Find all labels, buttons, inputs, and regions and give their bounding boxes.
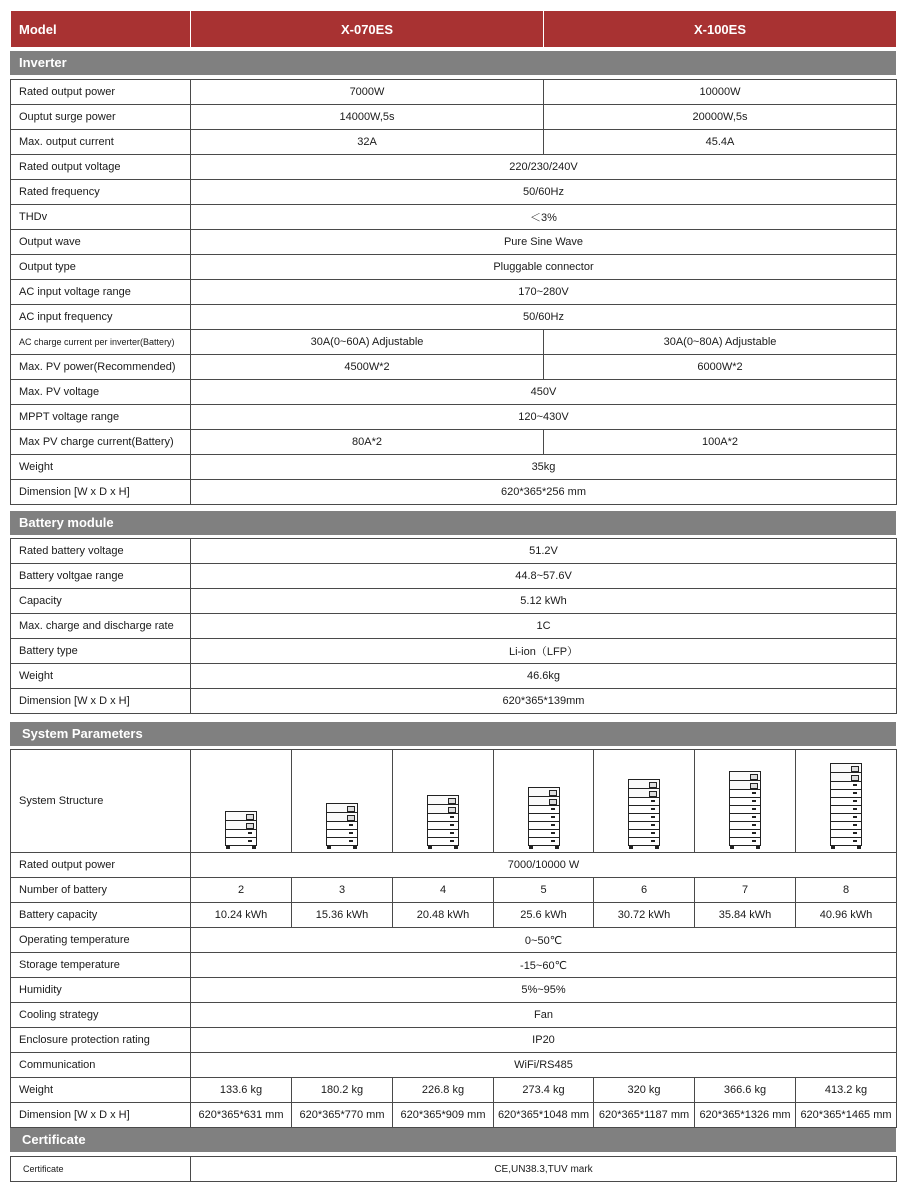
battery-module-icon — [830, 790, 862, 798]
row-max-pv-power: Max. PV power(Recommended) 4500W*2 6000W*2 — [11, 355, 897, 380]
row-ac-charge-current: AC charge current per inverter(Battery) 30A(0~60A) Adjustable 30A(0~80A) Adjustable — [11, 330, 897, 355]
stack-base-icon — [730, 846, 760, 849]
row-max-output-current: Max. output current 32A 45.4A — [11, 130, 897, 155]
row-thdv: THDv ＜3% — [11, 205, 897, 230]
row-battery-dimension: Dimension [W x D x H] 620*365*139mm — [11, 689, 897, 714]
row-number-of-battery: Number of battery 2 3 4 5 6 7 8 — [11, 878, 897, 903]
section-system-parameters: System Parameters — [10, 722, 896, 746]
battery-module-icon — [729, 798, 761, 806]
battery-module-icon — [830, 814, 862, 822]
spec-sheet — [10, 10, 896, 1182]
model-label: Model — [11, 11, 191, 48]
battery-module-icon — [729, 822, 761, 830]
battery-module-icon — [528, 830, 560, 838]
row-battery-weight: Weight 46.6kg — [11, 664, 897, 689]
certificate-table — [10, 1156, 897, 1182]
battery-module-icon — [830, 838, 862, 846]
inverter-module-icon — [528, 787, 560, 797]
inverter-module-icon — [326, 813, 358, 822]
row-rated-frequency: Rated frequency 50/60Hz — [11, 180, 897, 205]
row-max-pv-charge: Max PV charge current(Battery) 80A*2 100A*2 — [11, 430, 897, 455]
battery-module-icon — [628, 814, 660, 822]
section-battery-module: Battery module — [10, 511, 896, 535]
row-system-weight: Weight 133.6 kg 180.2 kg 226.8 kg 273.4 kg 320 kg 366.6 kg 413.2 kg — [11, 1078, 897, 1103]
row-ac-input-frequency: AC input frequency 50/60Hz — [11, 305, 897, 330]
row-operating-temperature: Operating temperature 0~50℃ — [11, 928, 897, 953]
battery-module-icon — [326, 822, 358, 830]
inverter-module-icon — [225, 811, 257, 821]
stack-6-battery-icon — [594, 750, 695, 853]
model-x100es: X-100ES — [544, 11, 897, 48]
row-cooling-strategy: Cooling strategy Fan — [11, 1003, 897, 1028]
stack-base-icon — [529, 846, 559, 849]
battery-module-icon — [427, 822, 459, 830]
inverter-module-icon — [225, 821, 257, 830]
inverter-module-icon — [830, 763, 862, 773]
battery-module-icon — [628, 798, 660, 806]
battery-table — [10, 538, 897, 714]
stack-2-battery-icon — [191, 750, 292, 853]
battery-module-icon — [729, 814, 761, 822]
inverter-table — [10, 79, 897, 505]
stack-8-battery-icon — [796, 750, 897, 853]
row-mppt-range: MPPT voltage range 120~430V — [11, 405, 897, 430]
battery-module-icon — [729, 790, 761, 798]
row-humidity: Humidity 5%~95% — [11, 978, 897, 1003]
model-x070es: X-070ES — [191, 11, 544, 48]
battery-module-icon — [427, 830, 459, 838]
battery-module-icon — [528, 814, 560, 822]
row-ac-input-voltage: AC input voltage range 170~280V — [11, 280, 897, 305]
row-certificate: Certificate CE,UN38.3,TUV mark — [11, 1157, 897, 1182]
row-battery-capacity: Battery capacity 10.24 kWh 15.36 kWh 20.48 kWh 25.6 kWh 30.72 kWh 35.84 kWh 40.96 kWh — [11, 903, 897, 928]
row-max-pv-voltage: Max. PV voltage 450V — [11, 380, 897, 405]
system-table — [10, 749, 897, 1128]
row-inverter-dimension: Dimension [W x D x H] 620*365*256 mm — [11, 480, 897, 505]
battery-module-icon — [225, 830, 257, 838]
row-capacity: Capacity 5.12 kWh — [11, 589, 897, 614]
battery-module-icon — [326, 838, 358, 846]
row-protection-rating: Enclosure protection rating IP20 — [11, 1028, 897, 1053]
row-surge-power: Ouptut surge power 14000W,5s 20000W,5s — [11, 105, 897, 130]
inverter-module-icon — [729, 781, 761, 790]
battery-module-icon — [628, 838, 660, 846]
battery-module-icon — [427, 838, 459, 846]
row-battery-voltage-range: Battery voltgae range 44.8~57.6V — [11, 564, 897, 589]
battery-module-icon — [628, 806, 660, 814]
inverter-module-icon — [427, 795, 459, 805]
battery-module-icon — [830, 830, 862, 838]
row-output-type: Output type Pluggable connector — [11, 255, 897, 280]
row-inverter-weight: Weight 35kg — [11, 455, 897, 480]
battery-module-icon — [830, 782, 862, 790]
battery-module-icon — [729, 806, 761, 814]
row-rated-output-voltage: Rated output voltage 220/230/240V — [11, 155, 897, 180]
stack-base-icon — [428, 846, 458, 849]
row-storage-temperature: Storage temperature -15~60℃ — [11, 953, 897, 978]
inverter-module-icon — [628, 779, 660, 789]
row-system-dimension: Dimension [W x D x H] 620*365*631 mm 620*365*770 mm 620*365*909 mm 620*365*1048 mm 620*365*1187 mm 620*365*1326 mm 620*365*1465 mm — [11, 1103, 897, 1128]
battery-module-icon — [528, 822, 560, 830]
battery-module-icon — [528, 806, 560, 814]
model-header-table — [10, 10, 897, 48]
stack-base-icon — [629, 846, 659, 849]
battery-module-icon — [830, 822, 862, 830]
row-communication: Communication WiFi/RS485 — [11, 1053, 897, 1078]
inverter-module-icon — [326, 803, 358, 813]
stack-base-icon — [327, 846, 357, 849]
row-rated-battery-voltage: Rated battery voltage 51.2V — [11, 539, 897, 564]
stack-7-battery-icon — [695, 750, 796, 853]
stack-base-icon — [226, 846, 256, 849]
battery-module-icon — [628, 822, 660, 830]
battery-module-icon — [427, 814, 459, 822]
stack-base-icon — [831, 846, 861, 849]
inverter-module-icon — [729, 771, 761, 781]
battery-module-icon — [225, 838, 257, 846]
battery-module-icon — [830, 798, 862, 806]
stack-3-battery-icon — [292, 750, 393, 853]
stack-5-battery-icon — [494, 750, 594, 853]
battery-module-icon — [528, 838, 560, 846]
inverter-module-icon — [427, 805, 459, 814]
row-system-rated-output-power: Rated output power 7000/10000 W — [11, 853, 897, 878]
row-battery-type: Battery type Li-ion（LFP） — [11, 639, 897, 664]
inverter-module-icon — [628, 789, 660, 798]
inverter-module-icon — [830, 773, 862, 782]
battery-module-icon — [830, 806, 862, 814]
inverter-module-icon — [528, 797, 560, 806]
row-charge-rate: Max. charge and discharge rate 1C — [11, 614, 897, 639]
battery-module-icon — [729, 830, 761, 838]
row-rated-output-power: Rated output power 7000W 10000W — [11, 80, 897, 105]
battery-module-icon — [628, 830, 660, 838]
section-inverter: Inverter — [10, 51, 896, 75]
row-output-wave: Output wave Pure Sine Wave — [11, 230, 897, 255]
section-certificate: Certificate — [10, 1128, 896, 1152]
stack-4-battery-icon — [393, 750, 494, 853]
battery-module-icon — [729, 838, 761, 846]
battery-module-icon — [326, 830, 358, 838]
row-system-structure: System Structure — [11, 750, 897, 853]
